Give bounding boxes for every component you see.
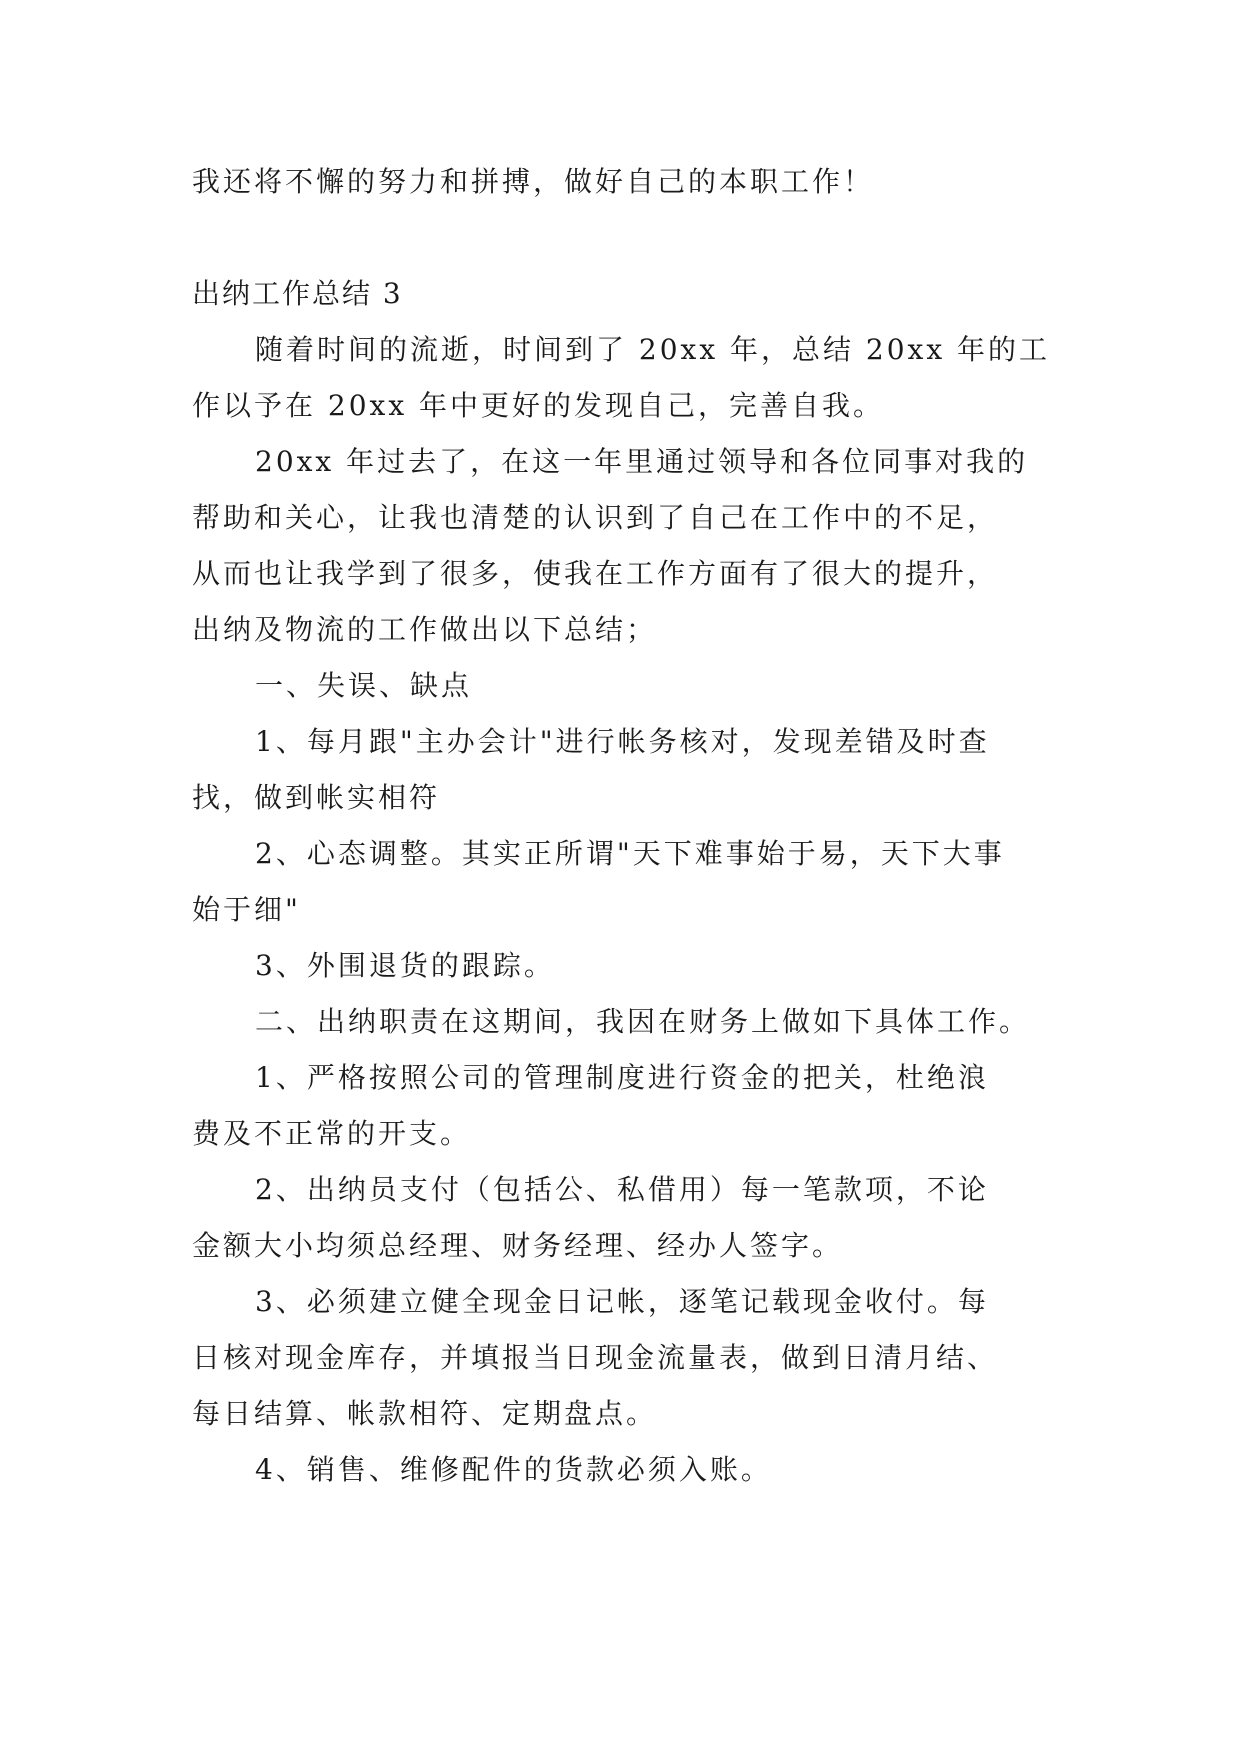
list-item-line: 3、外围退货的跟踪。 [255, 949, 555, 982]
list-item-line: 每日结算、帐款相符、定期盘点。 [192, 1397, 658, 1430]
list-item-line: 3、必须建立健全现金日记帐，逐笔记载现金收付。每 [255, 1285, 989, 1318]
list-item-line: 4、销售、维修配件的货款必须入账。 [255, 1453, 772, 1486]
list-item-line: 日核对现金库存，并填报当日现金流量表，做到日清月结、 [192, 1341, 999, 1374]
paragraph-line: 帮助和关心，让我也清楚的认识到了自己在工作中的不足， [192, 501, 999, 534]
list-item-line: 1、严格按照公司的管理制度进行资金的把关，杜绝浪 [255, 1061, 989, 1094]
section-heading: 出纳工作总结 3 [192, 277, 403, 310]
list-item-line: 2、出纳员支付（包括公、私借用）每一笔款项，不论 [255, 1173, 989, 1206]
list-item-line: 始于细" [192, 893, 301, 926]
list-item-line: 2、心态调整。其实正所谓"天下难事始于易，天下大事 [255, 837, 1005, 870]
list-item-line: 找，做到帐实相符 [192, 781, 441, 814]
list-item-line: 1、每月跟"主办会计"进行帐务核对，发现差错及时查 [255, 725, 990, 758]
subsection-heading: 一、失误、缺点 [255, 669, 473, 702]
text-line: 我还将不懈的努力和拼搏，做好自己的本职工作！ [192, 165, 875, 198]
paragraph-line: 出纳及物流的工作做出以下总结； [192, 613, 658, 646]
paragraph-line: 随着时间的流逝，时间到了 20xx 年，总结 20xx 年的工 [255, 333, 1051, 366]
subsection-heading: 二、出纳职责在这期间，我因在财务上做如下具体工作。 [255, 1005, 1031, 1038]
paragraph-line: 20xx 年过去了，在这一年里通过领导和各位同事对我的 [255, 445, 1029, 478]
paragraph-line: 从而也让我学到了很多，使我在工作方面有了很大的提升， [192, 557, 999, 590]
document-body [192, 154, 1072, 1498]
paragraph-line: 作以予在 20xx 年中更好的发现自己，完善自我。 [192, 389, 885, 422]
list-item-line: 费及不正常的开支。 [192, 1117, 472, 1150]
blank-line [192, 210, 1072, 266]
list-item-line: 金额大小均须总经理、财务经理、经办人签字。 [192, 1229, 844, 1262]
